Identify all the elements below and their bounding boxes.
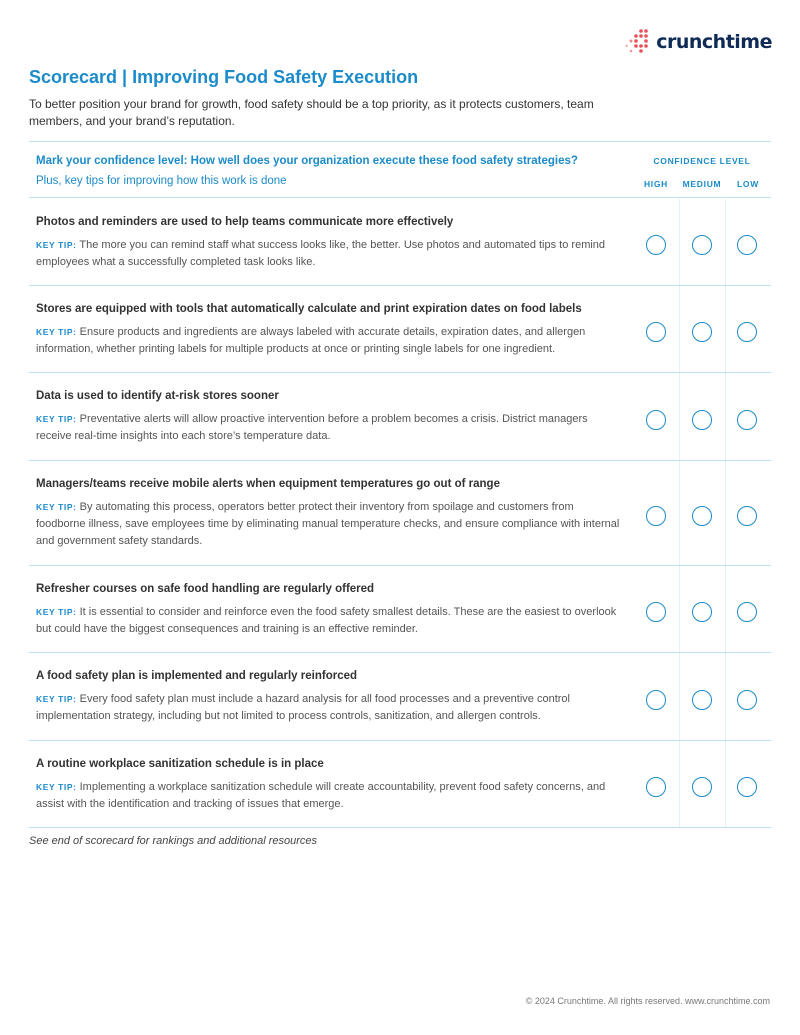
row-title: Refresher courses on safe food handling are regularly offered xyxy=(36,583,375,595)
scorecard-row xyxy=(29,199,771,285)
page-title: Scorecard | Improving Food Safety Execution xyxy=(29,67,419,87)
key-tip xyxy=(36,324,621,358)
key-tip-label: KEY TIP: xyxy=(36,414,77,424)
confidence-radio-low[interactable] xyxy=(737,322,757,342)
confidence-radio-medium[interactable] xyxy=(692,235,712,255)
confidence-level-heading: CONFIDENCE LEVEL xyxy=(653,156,751,166)
key-tip-text: The more you can remind staff what success looks like, the better. Use photos and automated tips to remind employees what a successfully completed task looks like. xyxy=(36,239,606,268)
scorecard-row xyxy=(29,566,771,652)
key-tip xyxy=(36,691,621,725)
confidence-radio-high[interactable] xyxy=(646,690,666,710)
row-title: Stores are equipped with tools that automatically calculate and print expiration dates on food labels xyxy=(36,303,582,315)
footnote: See end of scorecard for rankings and additional resources xyxy=(29,835,318,847)
scorecard-row xyxy=(29,741,771,827)
divider xyxy=(29,141,771,142)
logo-wordmark: crunchtime xyxy=(656,31,772,53)
confidence-radio-high[interactable] xyxy=(646,235,666,255)
scorecard-row xyxy=(29,461,771,565)
key-tip-label: KEY TIP: xyxy=(36,782,77,792)
key-tip xyxy=(36,499,621,550)
confidence-radio-high[interactable] xyxy=(646,777,666,797)
scorecard-row xyxy=(29,373,771,460)
confidence-subtitle: Plus, key tips for improving how this work is done xyxy=(36,175,287,187)
confidence-radio-low[interactable] xyxy=(737,506,757,526)
row-title: Managers/teams receive mobile alerts when equipment temperatures go out of range xyxy=(36,478,500,490)
confidence-radio-high[interactable] xyxy=(646,410,666,430)
confidence-radio-low[interactable] xyxy=(737,777,757,797)
intro-text: To better position your brand for growth, food safety should be a top priority, as it protects customers, team members, and your brand’s reputation. xyxy=(29,97,594,128)
key-tip-text: By automating this process, operators better protect their inventory from spoilage and customers from foodborne illness, save employees time by eliminating manual temperature checks, and ensure compliance with internal and government safety standards. xyxy=(36,501,620,547)
key-tip-text: Implementing a workplace sanitization schedule will create accountability, prevent food safety concerns, and assist with the identification and tracking of issues that emerge. xyxy=(36,781,606,810)
confidence-radio-medium[interactable] xyxy=(692,602,712,622)
row-title: A food safety plan is implemented and regularly reinforced xyxy=(36,670,358,682)
key-tip-text: It is essential to consider and reinforce even the food safety smallest details. These are the easiest to overlook but could have the biggest consequences and training is an effective reminder. xyxy=(36,606,617,635)
column-low: LOW xyxy=(737,179,759,189)
confidence-radio-high[interactable] xyxy=(646,322,666,342)
divider xyxy=(29,827,771,828)
key-tip xyxy=(36,237,621,271)
divider xyxy=(29,197,771,198)
scorecard-row xyxy=(29,653,771,740)
confidence-radio-low[interactable] xyxy=(737,235,757,255)
brand-logo xyxy=(625,28,772,56)
column-high: HIGH xyxy=(643,179,669,189)
row-title: Data is used to identify at-risk stores sooner xyxy=(36,390,279,402)
confidence-radio-high[interactable] xyxy=(646,602,666,622)
key-tip xyxy=(36,779,621,813)
key-tip xyxy=(36,411,621,445)
confidence-radio-low[interactable] xyxy=(737,602,757,622)
confidence-radio-medium[interactable] xyxy=(692,777,712,797)
key-tip-text: Preventative alerts will allow proactive intervention before a problem becomes a crisis. District managers receive real-time insights into each store’s temperature data. xyxy=(36,413,588,442)
scorecard-row xyxy=(29,286,771,372)
confidence-radio-medium[interactable] xyxy=(692,506,712,526)
key-tip-label: KEY TIP: xyxy=(36,502,77,512)
row-title: Photos and reminders are used to help teams communicate more effectively xyxy=(36,216,454,228)
confidence-radio-medium[interactable] xyxy=(692,322,712,342)
key-tip-label: KEY TIP: xyxy=(36,607,77,617)
confidence-radio-medium[interactable] xyxy=(692,410,712,430)
key-tip-label: KEY TIP: xyxy=(36,240,77,250)
key-tip xyxy=(36,604,621,638)
copyright: © 2024 Crunchtime. All rights reserved. www.crunchtime.com xyxy=(525,996,770,1006)
key-tip-label: KEY TIP: xyxy=(36,327,77,337)
logo-dots-icon xyxy=(625,28,651,56)
confidence-radio-medium[interactable] xyxy=(692,690,712,710)
confidence-radio-low[interactable] xyxy=(737,690,757,710)
column-medium: MEDIUM xyxy=(682,179,722,189)
row-title: A routine workplace sanitization schedule is in place xyxy=(36,758,324,770)
key-tip-text: Every food safety plan must include a hazard analysis for all food processes and a preventive control implementation strategy, including but not limited to process controls, sanitization, and allergen controls. xyxy=(36,693,570,722)
confidence-radio-high[interactable] xyxy=(646,506,666,526)
key-tip-label: KEY TIP: xyxy=(36,694,77,704)
confidence-question: Mark your confidence level: How well does your organization execute these food safety strategies? xyxy=(36,155,578,167)
key-tip-text: Ensure products and ingredients are always labeled with accurate details, expiration dates, and allergen information, whether printing labels for multiple products at once or printing single labels for one ingredient. xyxy=(36,326,586,355)
confidence-radio-low[interactable] xyxy=(737,410,757,430)
